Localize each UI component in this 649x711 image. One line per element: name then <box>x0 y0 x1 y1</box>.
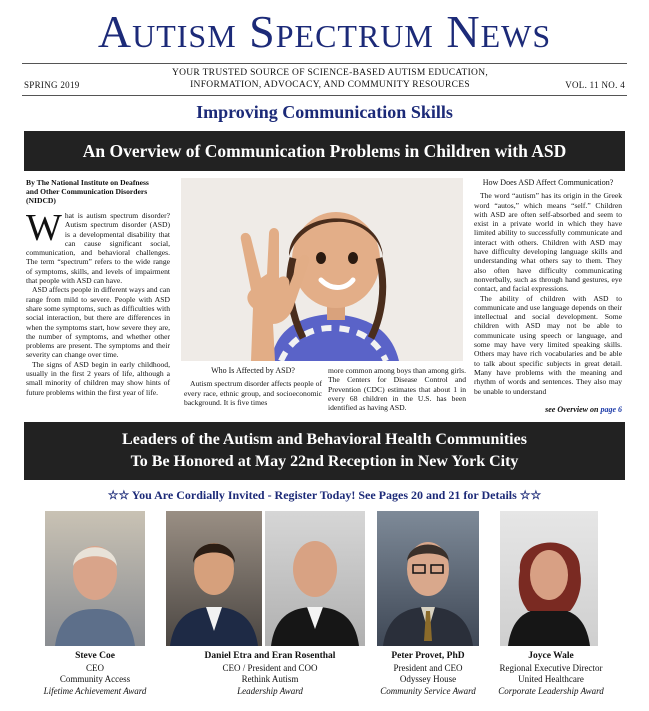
portrait-peter-provet <box>377 511 479 646</box>
article-column-3 <box>474 178 622 396</box>
portrait-steve-coe <box>45 511 145 646</box>
avatar <box>265 511 365 646</box>
invite-banner[interactable]: ☆☆ You Are Cordially Invited - Register Today! See Pages 20 and 21 for Details ☆☆ <box>107 488 542 502</box>
article-paragraph: What is autism spectrum disorder? Autism spectrum disorder (ASD) is a developmental disability that can cause significant social, communication, and behavioral challenges. The term “spectrum” refers to the wide range of symptoms, skills, and levels of impairment that people with ASD can have. <box>26 207 170 286</box>
tagline-line-1: YOUR TRUSTED SOURCE OF SCIENCE-BASED AUTISM EDUCATION, <box>171 68 489 78</box>
drop-cap: W <box>26 207 62 249</box>
child-sign-language-photo <box>181 178 463 361</box>
honoree-caption-2: Daniel Etra and Eran Rosenthal CEO / President and COO Rethink Autism Leadership Award <box>204 651 336 696</box>
portrait-joyce-wale <box>500 511 598 646</box>
article-paragraph: The ability of children with ASD to communicate and use language depends on their intellectual and social development. Some children with ASD may not be able to communicate using speech or language, and some may have very limited speaking skills. Others may have rich vocabularies and be able to talk about specific subjects in great detail. Many have problems with the meaning and rhythm of words and sentences. They also may be unable to understand <box>474 293 622 396</box>
honoree-caption-1: Steve Coe CEO Community Access Lifetime Achievement Award <box>43 651 147 696</box>
article-column-1 <box>26 178 170 397</box>
honoree-caption-4: Joyce Wale Regional Executive Director United Healthcare Corporate Leadership Award <box>498 651 604 696</box>
issue-season: SPRING 2019 <box>24 80 80 90</box>
section-heading: Improving Communication Skills <box>196 102 453 122</box>
article-paragraph: more common among boys than among girls. The Centers for Disease Control and Prevention (CDC) estimates that about 1 in every 68 children in the U.S. has been identified as having ASD. <box>328 366 466 413</box>
article-column-2a <box>184 366 322 407</box>
issue-volume: VOL. 11 NO. 4 <box>565 80 625 90</box>
avatar <box>500 511 598 646</box>
portrait-daniel-etra <box>166 511 262 646</box>
subhead-how-affect: How Does ASD Affect Communication? <box>482 178 614 187</box>
article-column-2b <box>328 366 466 412</box>
masthead <box>0 0 649 100</box>
tagline-line-2: INFORMATION, ADVOCACY, AND COMMUNITY RESOURCES <box>190 80 470 90</box>
masthead-rule-bottom <box>22 95 627 96</box>
masthead-rule-top <box>22 63 627 64</box>
child-photo-illustration <box>181 178 463 361</box>
continued-link[interactable]: see Overview on page 6 <box>545 405 622 414</box>
subhead-who-affected: Who Is Affected by ASD? <box>211 366 295 375</box>
portrait-eran-rosenthal <box>265 511 365 646</box>
avatar <box>166 511 262 646</box>
avatar <box>377 511 479 646</box>
article-paragraph: ASD affects people in different ways and can range from mild to severe. People with ASD share some symptoms, such as difficulties with social interaction, but there are differences in when the symptoms start, how severe they are, the number of symptoms, and whether other problems are present. The symptoms and their severity can change over time. <box>26 285 170 360</box>
page-link[interactable]: page 6 <box>600 405 622 414</box>
article-paragraph: The word “autism” has its origin in the Greek word “autos,” which means “self.” Children with ASD are often self-absorbed and seem to exist in a private world in which they have limited ability to successfully communicate and interact with others. Children with ASD may have difficulty developing language skills and understanding what others say to them. They also often have difficulty communicating nonverbally, such as through hand gestures, eye contact, and facial expressions. <box>474 191 622 294</box>
masthead-tagline <box>140 67 520 91</box>
event-headline[interactable]: Leaders of the Autism and Behavioral Health Communities To Be Honored at May 22nd Reception in New York City <box>24 422 625 480</box>
article-byline: By The National Institute on Deafness and Other Communication Disorders (NIDCD) <box>26 178 149 205</box>
honoree-caption-3: Peter Provet, PhD President and CEO Odyssey House Community Service Award <box>380 651 476 696</box>
avatar <box>45 511 145 646</box>
article-paragraph: Autism spectrum disorder affects people of every race, ethnic group, and socioeconomic background. It is five times <box>184 379 322 407</box>
article-headline[interactable]: An Overview of Communication Problems in Children with ASD <box>24 131 625 171</box>
article-paragraph: The signs of ASD begin in early childhood, usually in the first 2 years of life, although a small minority of children may show hints of future problems within the first year of life. <box>26 359 170 397</box>
masthead-title: Autism Spectrum News <box>97 6 552 57</box>
